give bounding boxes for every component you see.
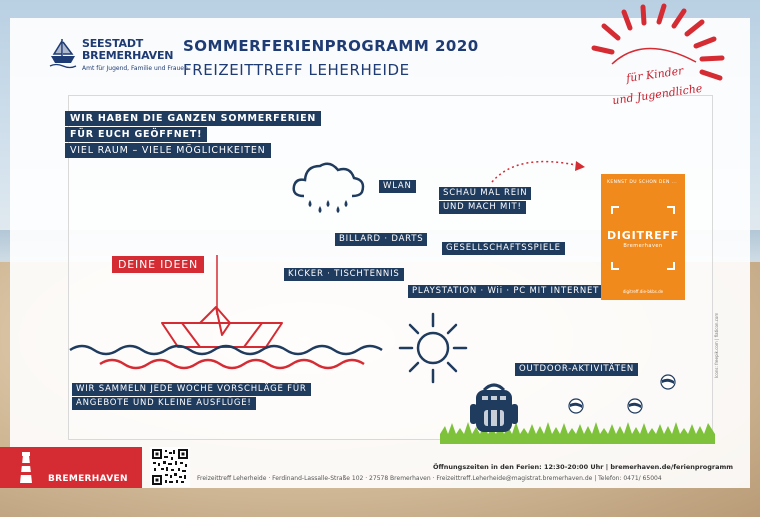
logo-line2: BREMERHAVEN (82, 49, 174, 62)
frame-corner (667, 206, 675, 214)
lighthouse-icon (14, 451, 38, 485)
intro-line2: FÜR EUCH GEÖFFNET! (65, 127, 207, 142)
offer-playstation: PLAYSTATION · Wii · PC MIT INTERNET (408, 285, 603, 298)
badge-line1: für Kinder (625, 64, 685, 85)
offer-gesellschaft: GESELLSCHAFTSSPIELE (442, 242, 565, 255)
offer-wlan: WLAN (379, 180, 416, 193)
ideas-line1: WIR SAMMELN JEDE WOCHE VORSCHLÄGE FÜR (72, 383, 311, 396)
offer-billard: BILLARD · DARTS (335, 233, 427, 246)
beach-ball-icon (660, 374, 676, 390)
ideas-flag: DEINE IDEEN (112, 256, 204, 273)
logo-subtitle: Amt für Jugend, Familie und Frauen (82, 65, 188, 72)
frame-corner (611, 262, 619, 270)
address-line: Freizeittreff Leherheide · Ferdinand-Lassalle-Straße 102 · 27578 Bremerhaven · Freizeittreff.Leherheide@magistrat.bremerhaven.de | Telefon: 0471/ 65004 (197, 475, 662, 482)
intro-line3: VIEL RAUM – VIELE MÖGLICHKEITEN (65, 143, 271, 158)
logo-name (82, 38, 173, 62)
ideas-line2: ANGEBOTE UND KLEINE AUSFLÜGE! (72, 397, 256, 410)
qr-pattern (152, 449, 188, 485)
digitreff-poster[interactable] (601, 174, 685, 300)
digitreff-sub: Bremerhaven (623, 243, 663, 249)
schau-line2: UND MACH MIT! (439, 201, 526, 214)
badge-line2: und Jugendliche (611, 81, 704, 108)
seestadt-logo (48, 36, 188, 76)
digitreff-name: DIGITREFF (606, 229, 680, 242)
backpack-icon (466, 382, 522, 434)
bremerhaven-label: BREMERHAVEN (48, 474, 128, 484)
icon-credit: Icons: freepik.com | flaticon.com (714, 312, 719, 378)
beach-ball-icon (568, 398, 584, 414)
ship-logo-icon (48, 36, 78, 68)
waves-icon (70, 340, 385, 378)
digitreff-teaser: KENNST DU SCHON DEN ... (607, 180, 678, 185)
page-subtitle: FREIZEITTREFF LEHERHEIDE (183, 61, 410, 79)
intro-line1: WIR HABEN DIE GANZEN SOMMERFERIEN (65, 111, 321, 126)
frame-corner (611, 206, 619, 214)
qr-code-icon[interactable] (150, 447, 190, 487)
beach-ball-icon (627, 398, 643, 414)
rain-cloud-icon (290, 156, 368, 218)
schau-line1: SCHAU MAL REIN (439, 187, 531, 200)
frame-corner (667, 262, 675, 270)
page-title: SOMMERFERIENPROGRAMM 2020 (183, 37, 479, 55)
logo-line1: SEESTADT (82, 37, 144, 50)
digitreff-url: digitreff.die-bkbs.de (622, 289, 664, 294)
dotted-arrow-icon (488, 150, 593, 185)
sun-icon (398, 312, 468, 384)
opening-hours: Öffnungszeiten in den Ferien: 12:30-20:00 Uhr | bremerhaven.de/ferienprogramm (433, 463, 734, 471)
offer-outdoor: OUTDOOR-AKTIVITÄTEN (515, 363, 638, 376)
offer-kicker: KICKER · TISCHTENNIS (284, 268, 404, 281)
